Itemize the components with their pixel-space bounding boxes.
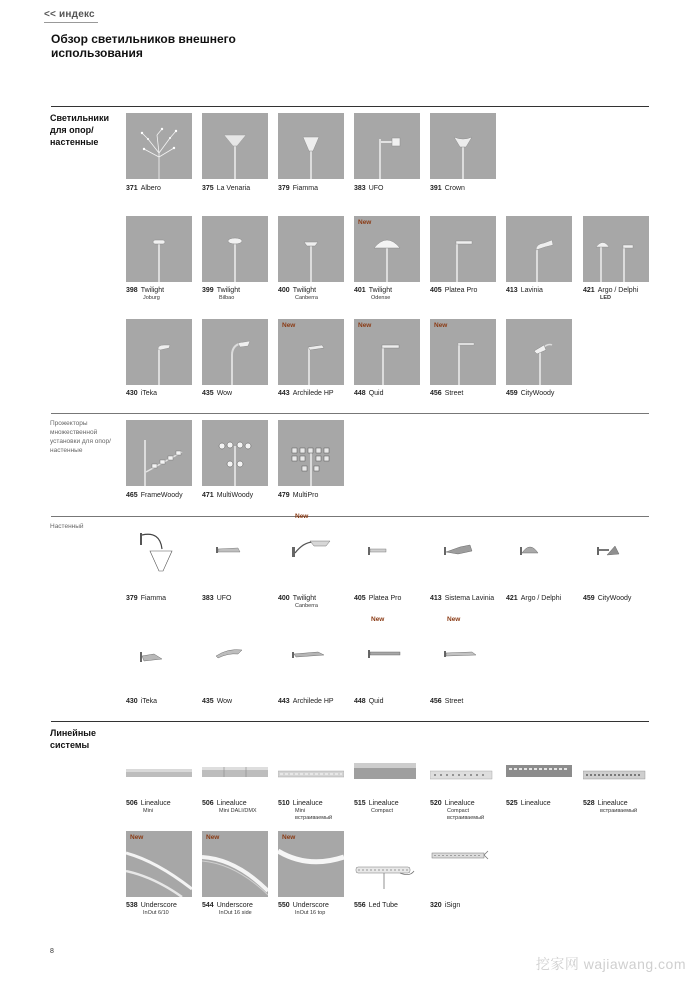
product-caption-515: 515 Linealuce Compact — [354, 800, 399, 814]
product-caption-400: 400 Twilight Canberra — [278, 287, 318, 301]
product-tile-506-mini[interactable] — [126, 727, 192, 793]
ufo-lamp-icon — [354, 113, 420, 179]
product-caption-320: 320 iSign — [430, 902, 461, 909]
platea-pro-lamp-icon — [430, 216, 496, 282]
quid-lamp-icon — [354, 319, 420, 385]
section-label-pole: Светильники для опор/ настенные — [50, 113, 109, 147]
product-tile-443[interactable] — [278, 319, 344, 385]
product-caption-405: 405 Platea Pro — [430, 287, 478, 294]
product-tile-421[interactable] — [583, 216, 649, 282]
twilight-odense-lamp-icon — [354, 216, 420, 282]
new-badge: New — [130, 834, 144, 841]
product-tile-399[interactable] — [202, 216, 268, 282]
new-badge: New — [206, 834, 220, 841]
platea-pro-wall-lamp-icon — [354, 523, 420, 589]
section-rule-linear — [51, 721, 649, 722]
section-label-linear: Линейные системы — [50, 728, 96, 750]
product-tile-383[interactable] — [354, 113, 420, 179]
citywoody-lamp-icon — [506, 319, 572, 385]
product-tile-wall-379[interactable] — [126, 523, 192, 589]
product-caption-421: 421 Argo / Delphi LED — [583, 287, 639, 301]
argo-delphi-lamp-icon — [583, 216, 649, 282]
product-caption-wall-448: 448 Quid — [354, 698, 384, 705]
watermark: 挖家网 wajiawang.com — [535, 956, 686, 972]
product-caption-wall-413: 413 Sistema Lavinia — [430, 595, 495, 602]
product-tile-520[interactable] — [430, 727, 496, 793]
iteka-lamp-icon — [126, 319, 192, 385]
section-rule-pole — [51, 106, 649, 107]
product-tile-544[interactable] — [202, 831, 268, 897]
product-tile-556[interactable] — [354, 831, 420, 897]
framewoody-lamp-icon — [126, 420, 192, 486]
twilight-bilbao-lamp-icon — [202, 216, 268, 282]
product-tile-515[interactable] — [354, 727, 420, 793]
product-tile-wall-405[interactable] — [354, 523, 420, 589]
product-tile-506-dali[interactable] — [202, 727, 268, 793]
linealuce-recessed-icon — [583, 727, 649, 793]
product-caption-401: 401 Twilight Odense — [354, 287, 393, 301]
product-tile-wall-435[interactable] — [202, 626, 268, 692]
product-tile-510[interactable] — [278, 727, 344, 793]
section-label-wall: Настенный — [50, 523, 84, 530]
product-caption-wall-435: 435 Wow — [202, 698, 233, 705]
underscore-inout-6-10-icon — [126, 831, 192, 897]
section-rule-wall — [51, 516, 649, 517]
product-caption-413: 413 Lavinia — [506, 287, 543, 294]
twilight-canberra-lamp-icon — [278, 216, 344, 282]
crown-lamp-icon — [430, 113, 496, 179]
product-tile-459[interactable] — [506, 319, 572, 385]
product-tile-375[interactable] — [202, 113, 268, 179]
product-tile-525[interactable] — [506, 727, 572, 793]
product-caption-459: 459 CityWoody — [506, 390, 555, 397]
product-tile-wall-413[interactable] — [430, 523, 496, 589]
new-badge: New — [358, 322, 372, 329]
product-tile-391[interactable] — [430, 113, 496, 179]
product-caption-375: 375 La Venaria — [202, 185, 251, 192]
new-badge: New — [447, 616, 461, 623]
product-caption-448: 448 Quid — [354, 390, 384, 397]
product-caption-435: 435 Wow — [202, 390, 233, 397]
linealuce-compact-icon — [354, 727, 420, 793]
linealuce-mini-dali-icon — [202, 727, 268, 793]
new-badge: New — [371, 616, 385, 623]
new-badge: New — [282, 322, 296, 329]
product-caption-371: 371 Albero — [126, 185, 161, 192]
product-caption-wall-379: 379 Fiamma — [126, 595, 166, 602]
page-title: Обзор светильников внешнего использования — [51, 32, 236, 60]
linealuce-mini-recessed-icon — [278, 727, 344, 793]
product-caption-550: 550 Underscore InOut 16 top — [278, 902, 329, 916]
la-venaria-lamp-icon — [202, 113, 268, 179]
section-rule-floodlight — [51, 413, 649, 414]
product-tile-435[interactable] — [202, 319, 268, 385]
product-tile-wall-400[interactable] — [278, 513, 344, 589]
product-tile-wall-443[interactable] — [278, 626, 344, 692]
product-caption-wall-405: 405 Platea Pro — [354, 595, 402, 602]
new-badge: New — [295, 513, 309, 520]
street-lamp-icon — [430, 319, 496, 385]
product-tile-479[interactable] — [278, 420, 344, 486]
product-tile-405[interactable] — [430, 216, 496, 282]
product-tile-398[interactable] — [126, 216, 192, 282]
product-caption-443: 443 Archilede HP — [278, 390, 334, 397]
product-caption-399: 399 Twilight Bilbao — [202, 287, 241, 301]
product-caption-wall-456: 456 Street — [430, 698, 464, 705]
product-caption-471: 471 MultiWoody — [202, 492, 254, 499]
product-caption-544: 544 Underscore InOut 16 side — [202, 902, 253, 916]
archilede-hp-lamp-icon — [278, 319, 344, 385]
product-caption-525: 525 Linealuce — [506, 800, 551, 807]
archilede-hp-wall-lamp-icon — [278, 626, 344, 692]
argo-delphi-wall-lamp-icon — [506, 523, 572, 589]
product-caption-556: 556 Led Tube — [354, 902, 398, 909]
product-tile-379[interactable] — [278, 113, 344, 179]
product-caption-wall-421: 421 Argo / Delphi — [506, 595, 562, 602]
product-caption-wall-383: 383 UFO — [202, 595, 232, 602]
underscore-inout-16-side-icon — [202, 831, 268, 897]
new-badge: New — [358, 219, 372, 226]
linealuce-mini-icon — [126, 727, 192, 793]
multipro-lamp-icon — [278, 420, 344, 486]
product-caption-520: 520 Linealuce Compact встраиваемый — [430, 800, 485, 821]
product-caption-538: 538 Underscore InOut 6/10 — [126, 902, 177, 916]
multiwoody-lamp-icon — [202, 420, 268, 486]
twilight-canberra-wall-lamp-icon — [278, 523, 344, 589]
product-caption-506-dali: 506 Linealuce Mini DALI/DMX — [202, 800, 257, 814]
linealuce-icon — [506, 727, 572, 793]
product-caption-wall-430: 430 iTeka — [126, 698, 158, 705]
product-caption-379: 379 Fiamma — [278, 185, 318, 192]
albero-lamp-icon — [126, 113, 192, 179]
product-tile-400[interactable] — [278, 216, 344, 282]
product-tile-430[interactable] — [126, 319, 192, 385]
iteka-wall-lamp-icon — [126, 626, 192, 692]
product-tile-wall-430[interactable] — [126, 626, 192, 692]
underscore-inout-16-top-icon — [278, 831, 344, 897]
quid-wall-lamp-icon — [354, 626, 420, 692]
product-tile-371[interactable] — [126, 113, 192, 179]
page-number: 8 — [50, 948, 54, 955]
product-caption-wall-459: 459 CityWoody — [583, 595, 632, 602]
linealuce-compact-recessed-icon — [430, 727, 496, 793]
product-tile-465[interactable] — [126, 420, 192, 486]
product-caption-506-mini: 506 Linealuce Mini — [126, 800, 171, 814]
product-caption-398: 398 Twilight Joburg — [126, 287, 165, 301]
product-tile-320[interactable] — [430, 831, 496, 897]
product-tile-wall-459[interactable] — [583, 523, 649, 589]
isign-icon — [430, 831, 496, 897]
fiamma-lamp-icon — [278, 113, 344, 179]
product-tile-528[interactable] — [583, 727, 649, 793]
product-caption-wall-443: 443 Archilede HP — [278, 698, 334, 705]
product-tile-wall-383[interactable] — [202, 523, 268, 589]
product-caption-528: 528 Linealuce встраиваемый — [583, 800, 638, 814]
product-caption-510: 510 Linealuce Mini встраиваемый — [278, 800, 333, 821]
new-badge: New — [282, 834, 296, 841]
product-caption-465: 465 FrameWoody — [126, 492, 183, 499]
street-wall-lamp-icon — [430, 626, 496, 692]
sistema-lavinia-wall-lamp-icon — [430, 523, 496, 589]
back-link-underline — [44, 22, 98, 23]
ufo-wall-lamp-icon — [202, 523, 268, 589]
product-tile-wall-448[interactable] — [354, 616, 420, 692]
citywoody-wall-lamp-icon — [583, 523, 649, 589]
back-to-index-link[interactable]: << индекс — [44, 9, 95, 20]
product-tile-413[interactable] — [506, 216, 572, 282]
new-badge: New — [434, 322, 448, 329]
lavinia-lamp-icon — [506, 216, 572, 282]
product-caption-430: 430 iTeka — [126, 390, 158, 397]
product-tile-471[interactable] — [202, 420, 268, 486]
wow-wall-lamp-icon — [202, 626, 268, 692]
product-tile-456[interactable] — [430, 319, 496, 385]
product-tile-401[interactable] — [354, 216, 420, 282]
led-tube-icon — [354, 831, 420, 897]
product-tile-538[interactable] — [126, 831, 192, 897]
fiamma-wall-lamp-icon — [126, 523, 192, 589]
section-label-floodlight: Прожекторы множественной установки для опор/настенные — [50, 420, 111, 454]
product-caption-wall-400: 400 Twilight Canberra — [278, 595, 318, 609]
product-caption-456: 456 Street — [430, 390, 464, 397]
wow-lamp-icon — [202, 319, 268, 385]
twilight-joburg-lamp-icon — [126, 216, 192, 282]
product-tile-550[interactable] — [278, 831, 344, 897]
product-caption-479: 479 MultiPro — [278, 492, 319, 499]
product-tile-wall-456[interactable] — [430, 616, 496, 692]
product-tile-wall-421[interactable] — [506, 523, 572, 589]
product-tile-448[interactable] — [354, 319, 420, 385]
product-caption-383: 383 UFO — [354, 185, 384, 192]
product-caption-391: 391 Crown — [430, 185, 465, 192]
